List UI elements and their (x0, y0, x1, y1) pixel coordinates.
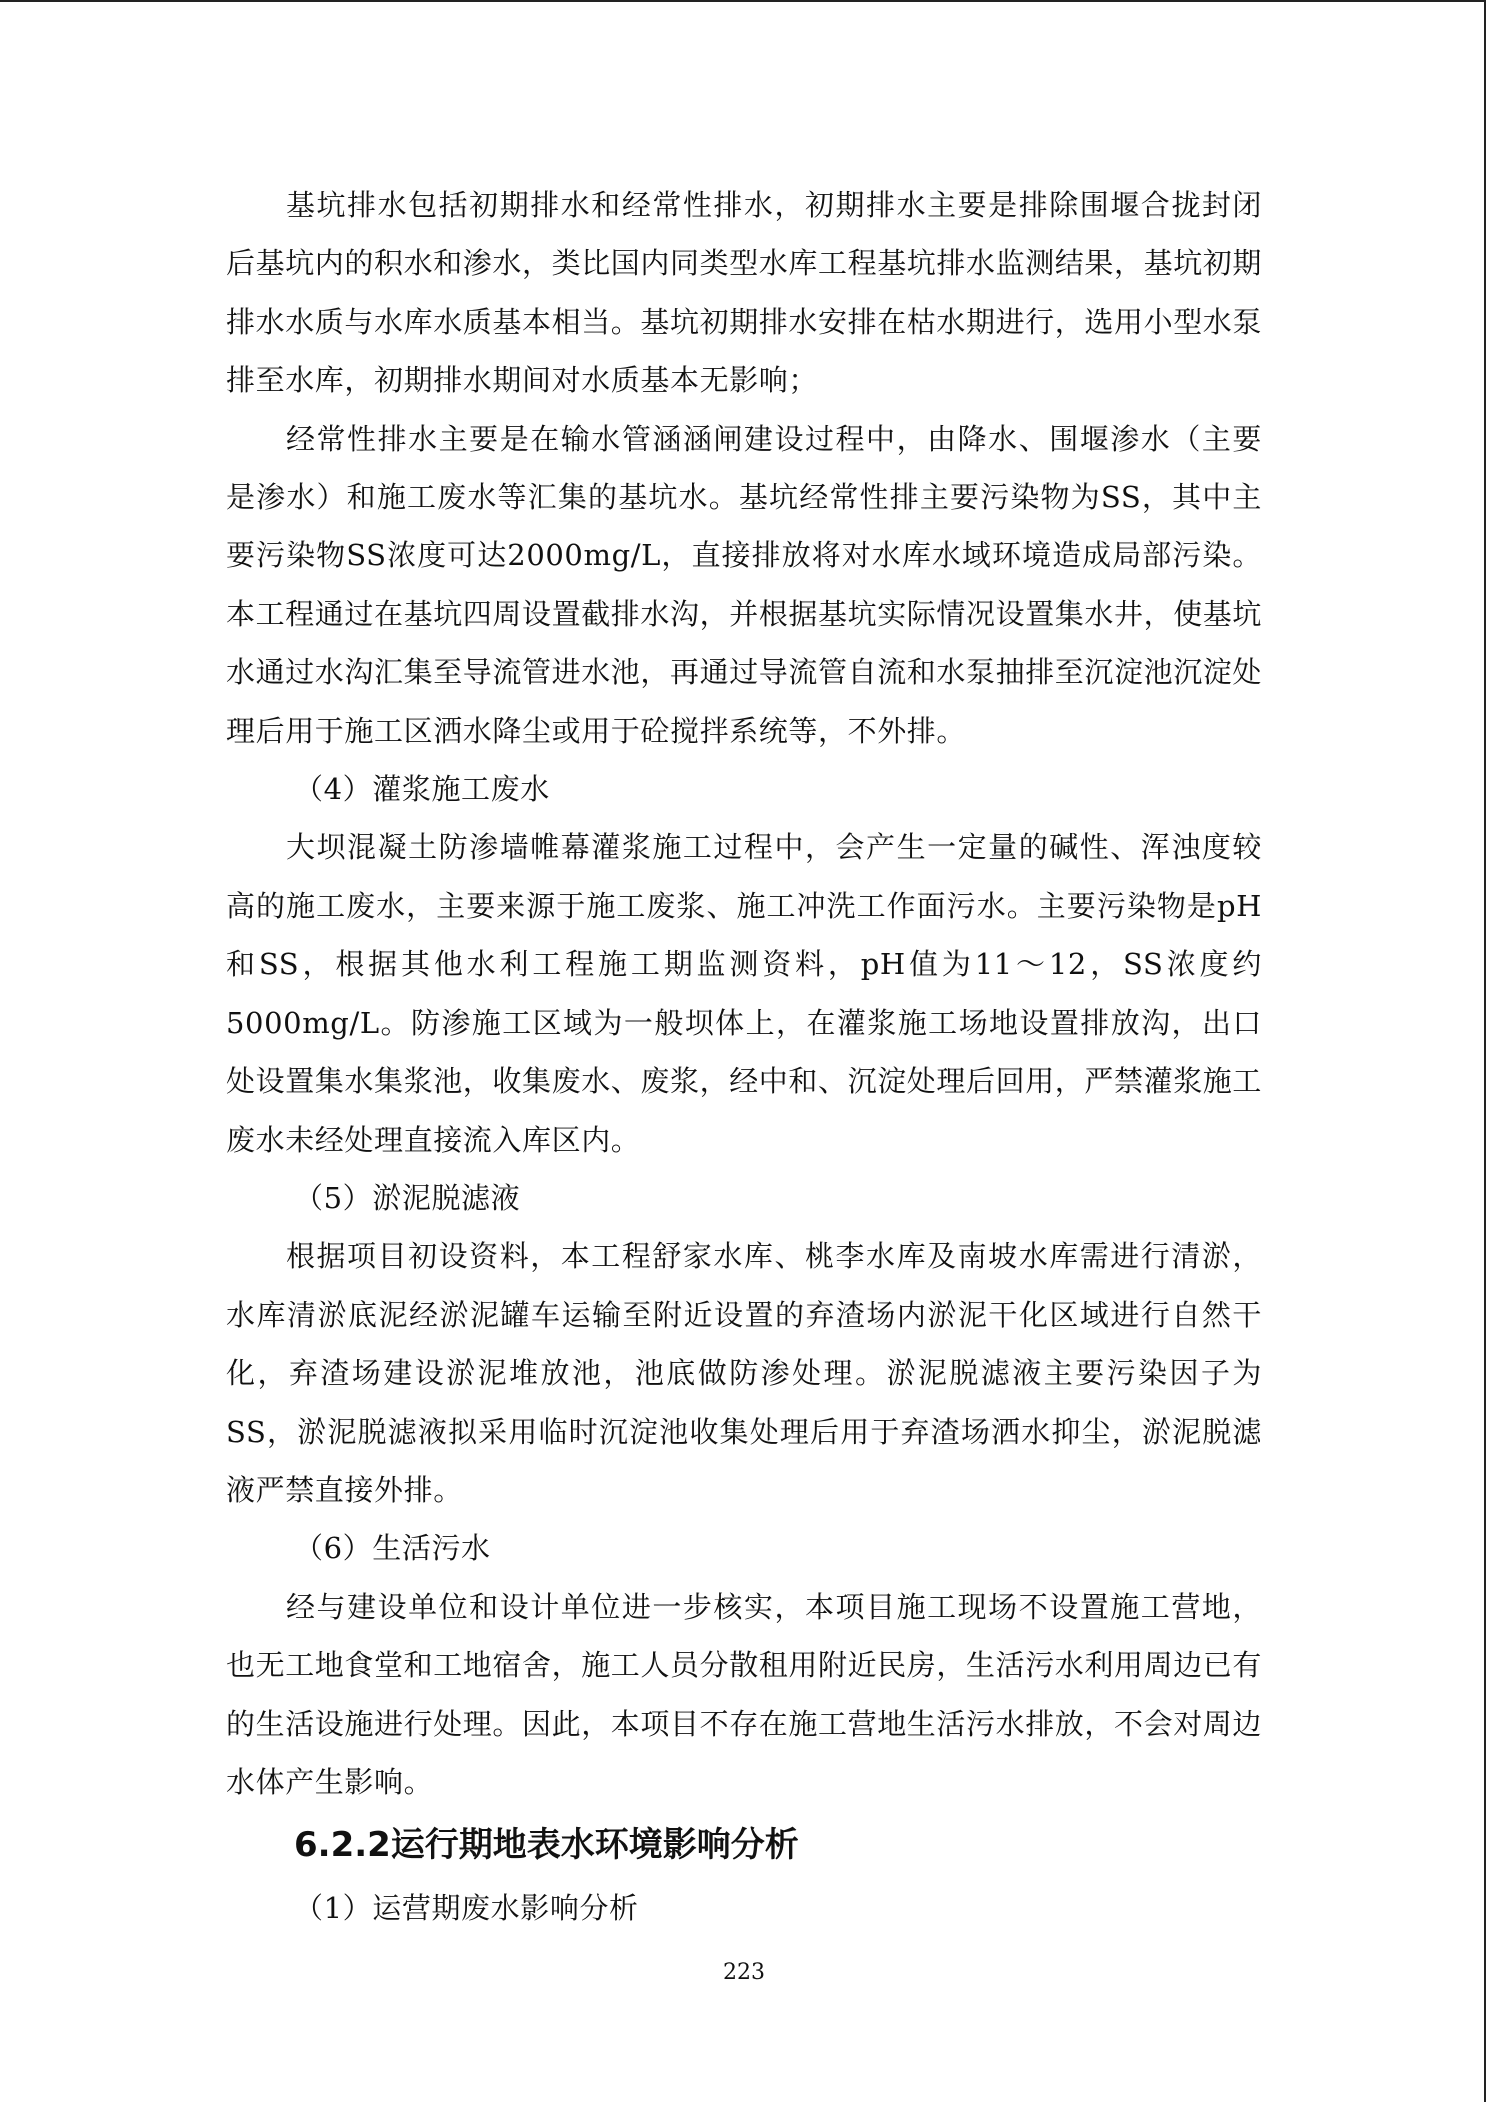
paragraph-domestic-sewage: 经与建设单位和设计单位进一步核实，本项目施工现场不设置施工营地，也无工地食堂和工地宿舍，施工人员分散租用附近民房，生活污水利用周边已有的生活设施进行处理。因此，本项目不存在施工营地生活污水排放，不会对周边水体产生影响。 (226, 1589, 1263, 1799)
subheading-operation-wastewater: （1）运营期废水影响分析 (294, 1891, 639, 1926)
subheading-grouting-wastewater: （4）灌浆施工废水 (294, 772, 550, 807)
paragraph-grouting-wastewater: 大坝混凝土防渗墙帷幕灌浆施工过程中，会产生一定量的碱性、浑浊度较高的施工废水，主要来源于施工废浆、施工冲洗工作面污水。主要污染物是pH和SS，根据其他水利工程施工期监测资料，pH值为11～12，SS浓度约5000mg/L。防渗施工区域为一般坝体上，在灌浆施工场地设置排放沟，出口处设置集水集浆池，收集废水、废浆，经中和、沉淀处理后回用，严禁灌浆施工废水未经处理直接流入库区内。 (226, 830, 1263, 1157)
subheading-sludge-filtrate: （5）淤泥脱滤液 (294, 1180, 521, 1215)
paragraph-sludge-filtrate: 根据项目初设资料，本工程舒家水库、桃李水库及南坡水库需进行清淤，水库清淤底泥经淤泥罐车运输至附近设置的弃渣场内淤泥干化区域进行自然干化，弃渣场建设淤泥堆放池，池底做防渗处理。淤泥脱滤液主要污染因子为SS，淤泥脱滤液拟采用临时沉淀池收集处理后用于弃渣场洒水抑尘，淤泥脱滤液严禁直接外排。 (226, 1239, 1262, 1507)
subheading-domestic-sewage: （6）生活污水 (294, 1531, 491, 1566)
document-body (226, 176, 1262, 1938)
paragraph-regular-drainage: 经常性排水主要是在输水管涵涵闸建设过程中，由降水、围堰渗水（主要是渗水）和施工废水等汇集的基坑水。基坑经常性排主要污染物为SS，其中主要污染物SS浓度可达2000mg/L，直接排放将对水库水域环境造成局部污染。本工程通过在基坑四周设置截排水沟，并根据基坑实际情况设置集水井，使基坑水通过水沟汇集至导流管进水池，再通过导流管自流和水泵抽排至沉淀池沉淀处理后用于施工区洒水降尘或用于砼搅拌系统等，不外排。 (226, 421, 1263, 748)
page-number: 223 (723, 1960, 765, 1985)
section-title-operation-period: 6.2.2运行期地表水环境影响分析 (294, 1825, 799, 1866)
paragraph-initial-drainage: 基坑排水包括初期排水和经常性排水，初期排水主要是排除围堰合拢封闭后基坑内的积水和渗水，类比国内同类型水库工程基坑排水监测结果，基坑初期排水水质与水库水质基本相当。基坑初期排水安排在枯水期进行，选用小型水泵排至水库，初期排水期间对水质基本无影响； (226, 188, 1263, 398)
